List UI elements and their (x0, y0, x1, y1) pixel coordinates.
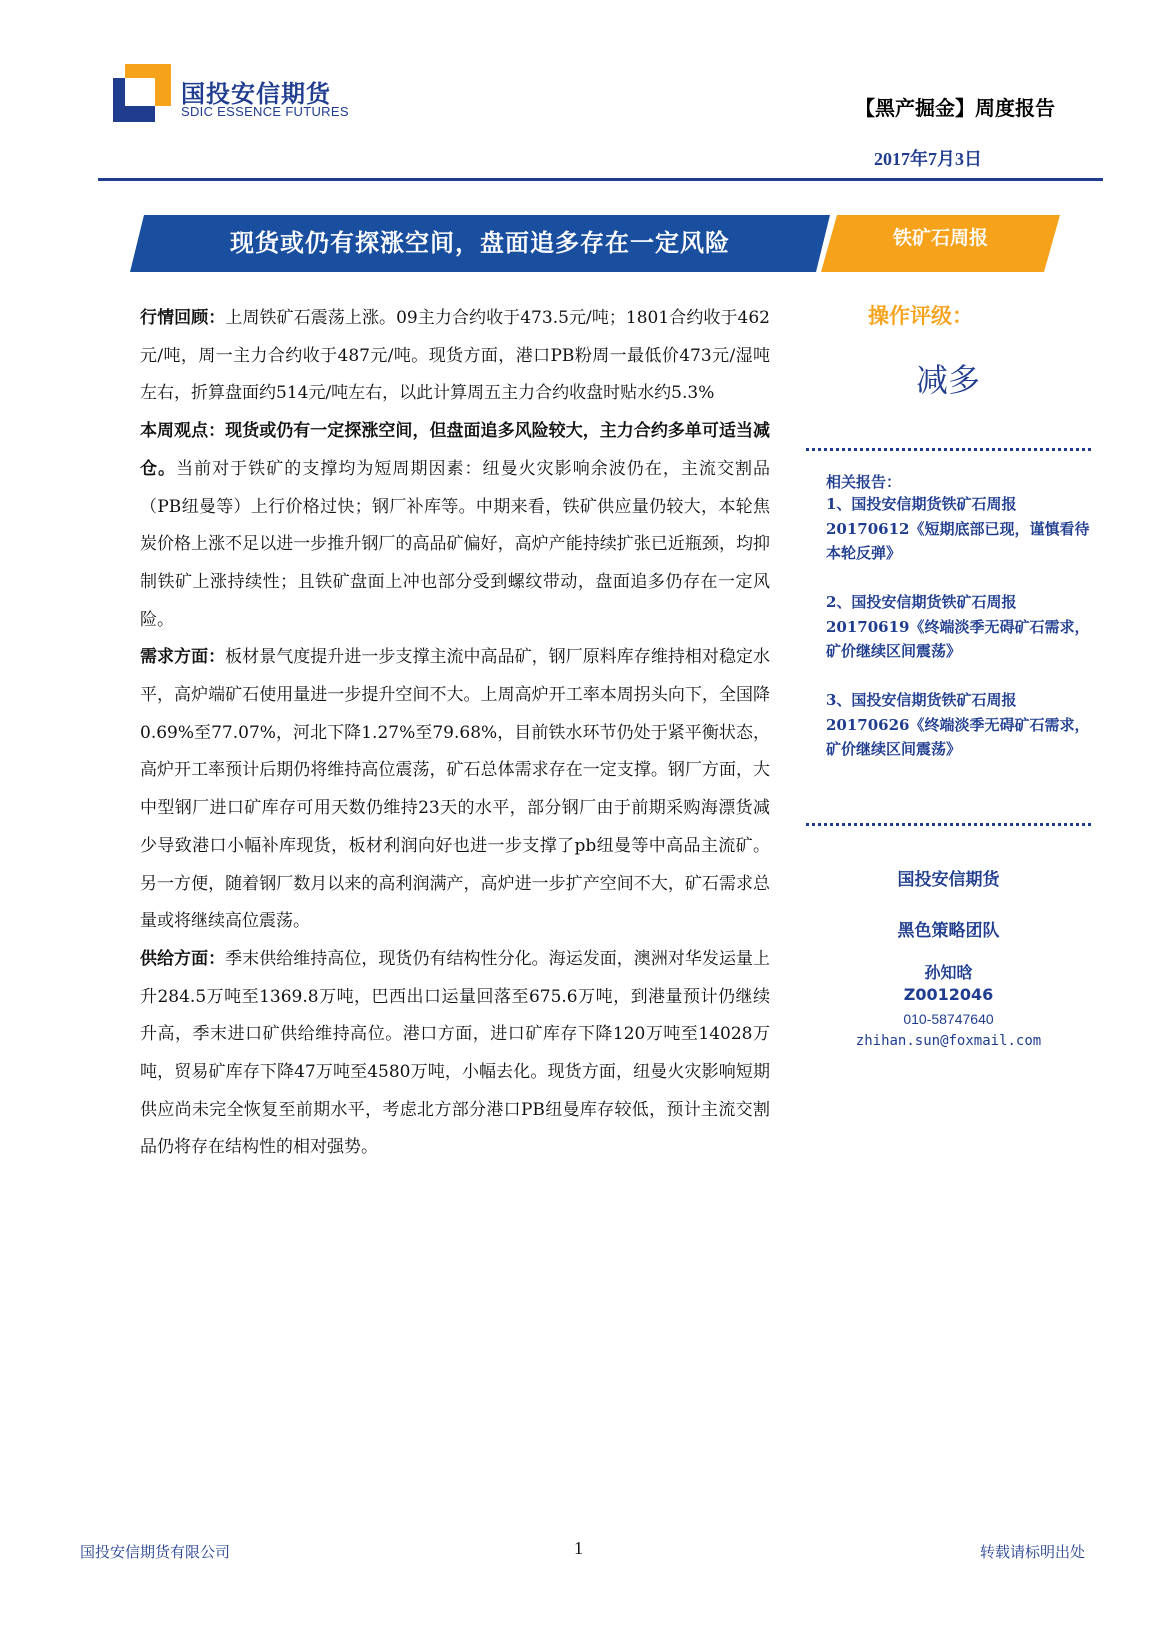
company-logo-icon (113, 64, 171, 122)
report-date: 2017年7月3日 (874, 149, 982, 169)
paragraph-market-review (140, 300, 770, 413)
related-report-item (826, 688, 1096, 762)
analyst-name: 孙知晗 (924, 963, 973, 982)
related-report-source: 3、国投安信期货铁矿石周报 (826, 691, 1017, 709)
paragraph-label: 行情回顾： (140, 308, 226, 328)
paragraph-label: 需求方面： (140, 647, 226, 668)
paragraph-text: 当前对于铁矿的支撑均为短周期因素：纽曼火灾影响余波仍在，主流交割品（PB纽曼等）上行价格过快；钢厂补库等。中期来看，铁矿供应量仍较大，本轮焦炭价格上涨不足以进一步推升钢厂的高品矿偏好，高炉产能持续扩张已近瓶颈，均抑制铁矿上涨持续性；且铁矿盘面上冲也部分受到螺纹带动，盘面追多仍存在一定风险。 (140, 458, 771, 630)
paragraph-lead: 现货或仍有一定探涨空间，但盘面追多风险较大，主力合约多单可适当减仓。 (140, 421, 771, 479)
report-title: 现货或仍有探涨空间，盘面追多存在一定风险 (230, 229, 730, 257)
related-report-item (826, 492, 1096, 566)
report-category-tag: 铁矿石周报 (892, 227, 988, 249)
analyst-email[interactable]: zhihan.sun@foxmail.com (855, 1033, 1042, 1049)
related-report-source: 2、国投安信期货铁矿石周报 (826, 593, 1017, 611)
rating-value: 减多 (916, 361, 981, 399)
rating-label: 操作评级： (868, 304, 973, 328)
related-report-title: 20170619《终端淡季无碍矿石需求，矿价继续区间震荡》 (826, 617, 1090, 660)
team-company: 国投安信期货 (897, 870, 1000, 890)
company-name-cn: 国投安信期货 (181, 80, 331, 108)
paragraph-text: 上周铁矿石震荡上涨。09主力合约收于473.5元/吨；1801合约收于462元/吨，周一主力合约收于487元/吨。现货方面，港口PB粉周一最低价473元/湿吨左右，折算盘面约514元/吨左右，以此计算周五主力合约收盘时贴水约5.3% (140, 308, 770, 404)
related-report-title: 20170626《终端淡季无碍矿石需求，矿价继续区间震荡》 (826, 715, 1090, 758)
sidebar-divider-top (806, 448, 1091, 451)
report-type: 【黑产掘金】周度报告 (855, 96, 1055, 120)
related-report-item (826, 590, 1096, 664)
paragraph-text: 季末供给维持高位，现货仍有结构性分化。海运发面，澳洲对华发运量上升284.5万吨至1369.8万吨，巴西出口运量回落至675.6万吨，到港量预计仍继续升高，季末进口矿供给维持高位。港口方面，进口矿库存下降120万吨至14028万吨，贸易矿库存下降47万吨至4580万吨，小幅去化。现货方面，纽曼火灾影响短期供应尚未完全恢复至前期水平，考虑北方部分港口PB纽曼库存较低，预计主流交割品仍将存在结构性的相对强势。 (140, 948, 771, 1158)
paragraph-supply (140, 941, 770, 1167)
page-number: 1 (574, 1538, 583, 1558)
paragraph-weekly-view (140, 413, 770, 639)
analyst-phone: 010-58747640 (903, 1011, 994, 1027)
company-name-en: SDIC ESSENCE FUTURES (181, 104, 349, 119)
header-divider (98, 178, 1103, 181)
footer-company: 国投安信期货有限公司 (80, 1543, 231, 1561)
related-report-title: 20170612《短期底部已现，谨慎看待本轮反弹》 (826, 519, 1090, 562)
paragraph-label: 本周观点： (140, 421, 226, 442)
related-reports-title: 相关报告： (826, 473, 902, 491)
team-info (806, 865, 1091, 1052)
paragraph-label: 供给方面： (140, 948, 226, 969)
main-content (140, 300, 770, 1167)
analyst-id: Z0012046 (903, 985, 994, 1004)
paragraph-text: 板材景气度提升进一步支撑主流中高品矿，钢厂原料库存维持相对稳定水平，高炉端矿石使用量进一步提升空间不大。上周高炉开工率本周拐头向下，全国降0.69%至77.07%，河北下降1.27%至79.68%，目前铁水环节仍处于紧平衡状态，高炉开工率预计后期仍将维持高位震荡，矿石总体需求存在一定支撑。钢厂方面，大中型钢厂进口矿库存可用天数仍维持23天的水平，部分钢厂由于前期采购海漂货减少导致港口小幅补库现货，板材利润向好也进一步支撑了pb纽曼等中高品主流矿。另一方便，随着钢厂数月以来的高利润满产，高炉进一步扩产空间不大，矿石需求总量或将继续高位震荡。 (140, 647, 771, 932)
sidebar-divider-bottom (806, 823, 1091, 826)
team-name: 黑色策略团队 (897, 921, 1000, 941)
title-banner (130, 215, 1060, 272)
footer-notice: 转载请标明出处 (979, 1543, 1085, 1561)
related-report-source: 1、国投安信期货铁矿石周报 (826, 495, 1017, 513)
paragraph-demand (140, 639, 770, 941)
